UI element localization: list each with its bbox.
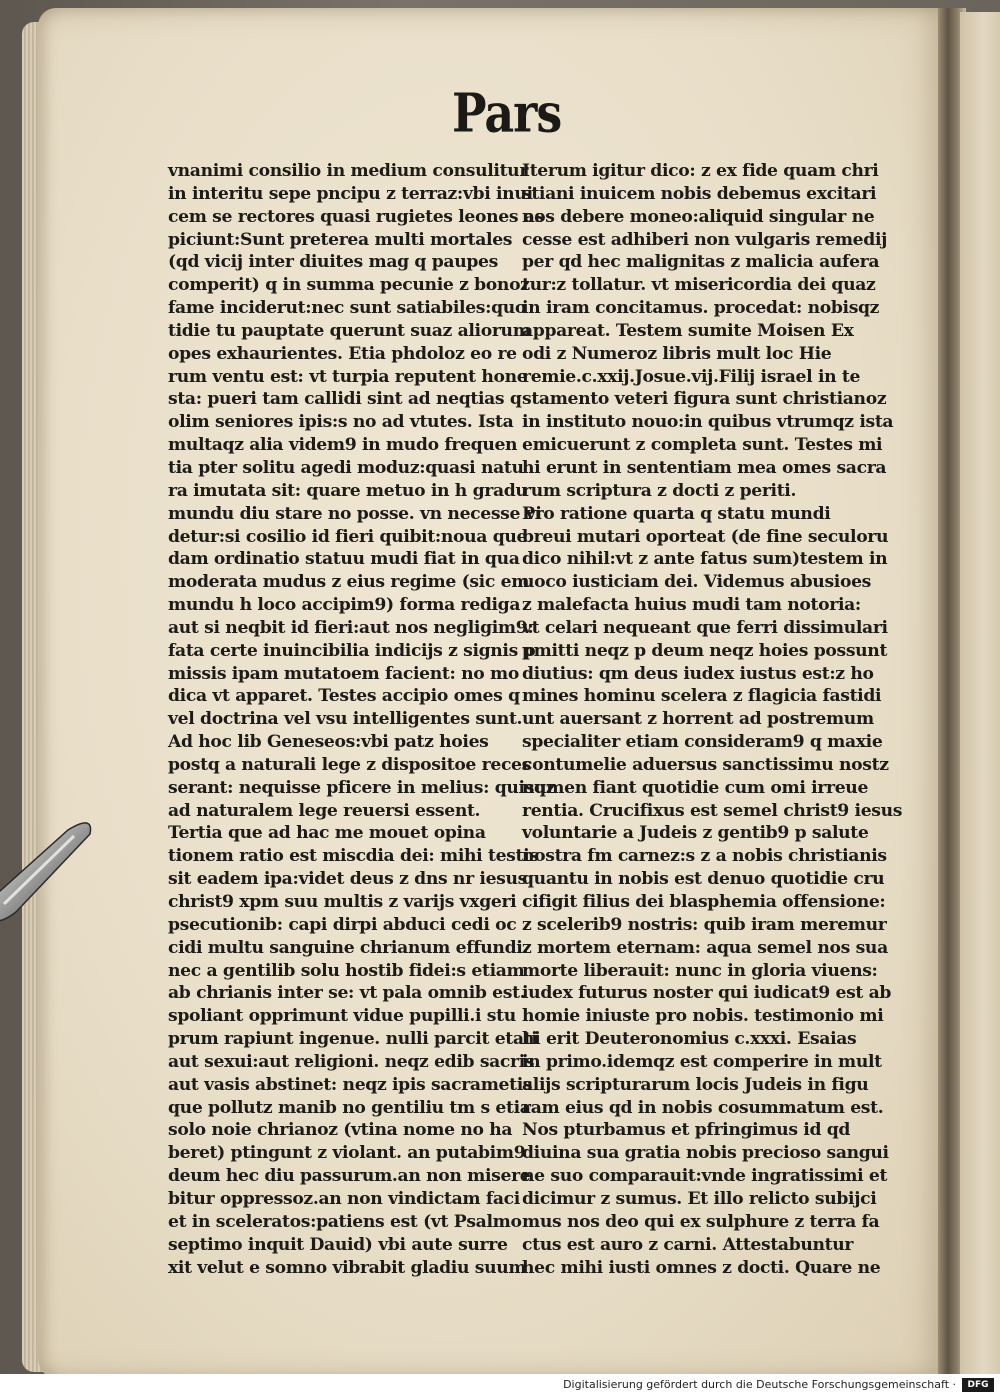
text-line: solo noie chrianoz (vtina nome no ha	[168, 1120, 513, 1141]
text-line: et in sceleratos:patiens est (vt Psalmo	[168, 1211, 522, 1232]
text-line: per qd hec malignitas z malicia aufera	[522, 252, 880, 273]
facing-page-edge	[960, 12, 1000, 1376]
text-line: Nos pturbamus et pfringimus id qd	[522, 1120, 851, 1141]
text-line: que pollutz manib no gentiliu tm s etia	[168, 1097, 531, 1118]
text-line: xit velut e somno vibrabit gladiu suum	[168, 1257, 527, 1278]
text-line: hi erit Deuteronomius c.xxxi. Esaias	[522, 1029, 857, 1050]
text-line: Ad hoc lib Geneseos:vbi patz hoies	[168, 732, 489, 753]
text-line: sta: pueri tam callidi sint ad neqtias q	[168, 389, 522, 410]
text-line: uoco iusticiam dei. Videmus abusioes	[522, 572, 871, 593]
text-line: beret) ptingunt z violant. an putabim9	[168, 1143, 526, 1164]
text-line: tur:z tollatur. vt misericordia dei quaz	[522, 275, 876, 296]
text-line: homie iniuste pro nobis. testimonio mi	[522, 1006, 884, 1027]
text-line: cem se rectores quasi rugietes leones as	[168, 206, 544, 227]
text-line: opes exhaurientes. Etia phdoloz eo re	[168, 343, 517, 364]
text-line: remie.c.xxij.Josue.vij.Filij israel in te	[522, 366, 861, 387]
text-line: cidi multu sanguine chrianum effundi.	[168, 937, 529, 958]
text-line: pmitti neqz p deum neqz hoies possunt	[522, 640, 888, 661]
text-line: in interitu sepe pncipu z terraz:vbi inui	[168, 183, 533, 204]
text-line: dico nihil:vt z ante fatus sum)testem in	[522, 549, 888, 570]
text-line: detur:si cosilio id fieri quibit:noua que	[168, 526, 528, 547]
text-line: postq a naturali lege z dispositoe reces	[168, 754, 531, 775]
text-line: hi erunt in sententiam mea omes sacra	[522, 457, 887, 478]
text-line: diutius: qm deus iudex iustus est:z ho	[522, 663, 874, 684]
text-line: multaqz alia videm9 in mudo frequen	[168, 435, 518, 456]
text-line: mines hominu scelera z flagicia fastidi	[522, 686, 882, 707]
text-line: cesse est adhiberi non vulgaris remedij	[522, 229, 887, 250]
text-line: stamento veteri figura sunt christianoz	[522, 389, 887, 410]
footer-bar	[0, 1374, 1000, 1396]
text-line: dica vt apparet. Testes accipio omes q	[168, 686, 520, 707]
text-line: stiani inuicem nobis debemus excitari	[522, 183, 877, 204]
text-line: diuina sua gratia nobis precioso sangui	[522, 1143, 889, 1164]
text-line: prum rapiunt ingenue. nulli parcit etati	[168, 1029, 538, 1050]
text-line: ad naturalem lege reuersi essent.	[168, 800, 481, 821]
text-line: contumelie aduersus sanctissimu nostz	[522, 754, 889, 775]
text-line: hec mihi iusti omnes z docti. Quare ne	[522, 1257, 881, 1278]
text-line: in instituto nouo:in quibus vtrumqz ista	[522, 412, 894, 433]
text-line: vt celari nequeant que ferri dissimulari	[522, 617, 888, 638]
text-line: breui mutari oporteat (de fine seculoru	[522, 526, 889, 547]
text-line: specialiter etiam consideram9 q maxie	[522, 732, 883, 753]
text-line: (qd vicij inter diuites mag q paupes	[168, 252, 498, 273]
text-line: dam ordinatio statuu mudi fiat in qua	[168, 549, 520, 570]
left-text-column	[168, 160, 556, 1279]
text-line: z malefacta huius mudi tam notoria:	[522, 595, 861, 616]
text-line: unt auersant z horrent ad postremum	[522, 709, 874, 730]
text-line: emicuerunt z completa sunt. Testes mi	[522, 435, 883, 456]
text-line: rum scriptura z docti z periti.	[522, 480, 797, 501]
text-line: deum hec diu passurum.an non misere	[168, 1166, 531, 1187]
text-line: nos debere moneo:aliquid singular ne	[522, 206, 875, 227]
text-line: sit eadem ipa:videt deus z dns nr iesus	[168, 869, 527, 890]
text-line: numen fiant quotidie cum omi irreue	[522, 777, 869, 798]
text-line: ab chrianis inter se: vt pala omnib est.	[168, 983, 526, 1004]
text-line: septimo inquit Dauid) vbi aute surre	[168, 1234, 508, 1255]
text-line: ram eius qd in nobis cosummatum est.	[522, 1097, 884, 1118]
text-line: mundu diu stare no posse. vn necesse vi	[168, 503, 542, 524]
text-line: quantu in nobis est denuo quotidie cru	[522, 869, 885, 890]
text-line: Tertia que ad hac me mouet opina	[168, 823, 486, 844]
text-line: aut sexui:aut religioni. neqz edib sacris	[168, 1051, 535, 1072]
text-line: Iterum igitur dico: z ex fide quam chri	[522, 161, 879, 181]
text-line: ra imutata sit: quare metuo in h gradu	[168, 480, 528, 501]
text-line: mus nos deo qui ex sulphure z terra fa	[522, 1211, 880, 1232]
text-line: missis ipam mutatoem facient: no mo	[168, 663, 519, 684]
text-line: in iram concitamus. procedat: nobisqz	[522, 298, 880, 319]
footer-credit: Digitalisierung gefördert durch die Deutsche Forschungsgemeinschaft ·	[563, 1378, 956, 1391]
text-line: iudex futurus noster qui iudicat9 est ab	[522, 983, 892, 1004]
text-line: Pro ratione quarta q statu mundi	[522, 503, 831, 524]
text-line: nec a gentilib solu hostib fidei:s etiam	[168, 960, 525, 981]
text-line: alijs scripturarum locis Judeis in figu	[522, 1074, 869, 1095]
text-line: z scelerib9 nostris: quib iram meremur	[522, 914, 887, 935]
text-line: tia pter solitu agedi moduz:quasi natu	[168, 457, 524, 478]
text-line: olim seniores ipis:s no ad vtutes. Ista	[168, 412, 514, 433]
right-text-column	[522, 160, 903, 1279]
text-line: tidie tu pauptate querunt suaz aliorum	[168, 320, 531, 341]
text-line: z mortem eternam: aqua semel nos sua	[522, 937, 888, 958]
text-line: fame inciderut:nec sunt satiabiles:quo	[168, 298, 527, 319]
text-line: piciunt:Sunt preterea multi mortales	[168, 229, 513, 250]
text-line: rentia. Crucifixus est semel christ9 iesus	[522, 800, 903, 821]
text-line: tionem ratio est miscdia dei: mihi testis	[168, 846, 539, 867]
text-line: psecutionib: capi dirpi abduci cedi oc	[168, 914, 517, 935]
text-line: rum ventu est: vt turpia reputent hone	[168, 366, 528, 387]
page-clip-icon	[0, 812, 110, 932]
text-line: mundu h loco accipim9) forma rediga	[168, 595, 521, 616]
text-line: vnanimi consilio in medium consulitur	[168, 161, 529, 181]
text-line: voluntarie a Judeis z gentib9 p salute	[522, 823, 869, 844]
text-line: spoliant opprimunt vidue pupilli.i stu	[168, 1006, 516, 1027]
text-line: aut vasis abstinet: neqz ipis sacrametis	[168, 1074, 533, 1095]
text-line: odi z Numeroz libris mult loc Hie	[522, 343, 832, 364]
text-line: serant: nequisse pficere in melius: quisqz	[168, 777, 556, 798]
text-line: ne suo comparauit:vnde ingratissimi et	[522, 1166, 888, 1187]
text-line: appareat. Testem sumite Moisen Ex	[522, 320, 854, 341]
text-line: christ9 xpm suu multis z varijs vxgeri	[168, 892, 517, 912]
text-line: cifigit filius dei blasphemia offensione:	[522, 892, 886, 912]
text-line: morte liberauit: nunc in gloria viuens:	[522, 960, 878, 981]
text-line: aut si neqbit id fieri:aut nos negligim9:	[168, 617, 534, 638]
text-line: moderata mudus z eius regime (sic em	[168, 572, 530, 593]
text-line: vel doctrina vel vsu intelligentes sunt.	[168, 709, 523, 730]
text-line: fata certe inuincibilia indicijs z signis p	[168, 640, 536, 661]
text-line: ctus est auro z carni. Attestabuntur	[522, 1234, 854, 1255]
text-line: comperit) q in summa pecunie z bonoz	[168, 275, 530, 296]
text-line: bitur oppressoz.an non vindictam faci	[168, 1188, 520, 1209]
text-line: nostra fm carnez:s z a nobis christianis	[522, 846, 887, 867]
text-line: dicimur z sumus. Et illo relicto subijci	[522, 1188, 877, 1209]
running-header: Pars	[452, 81, 562, 145]
text-line: in primo.idemqz est comperire in mult	[522, 1051, 882, 1072]
dfg-logo: DFG	[962, 1378, 994, 1392]
